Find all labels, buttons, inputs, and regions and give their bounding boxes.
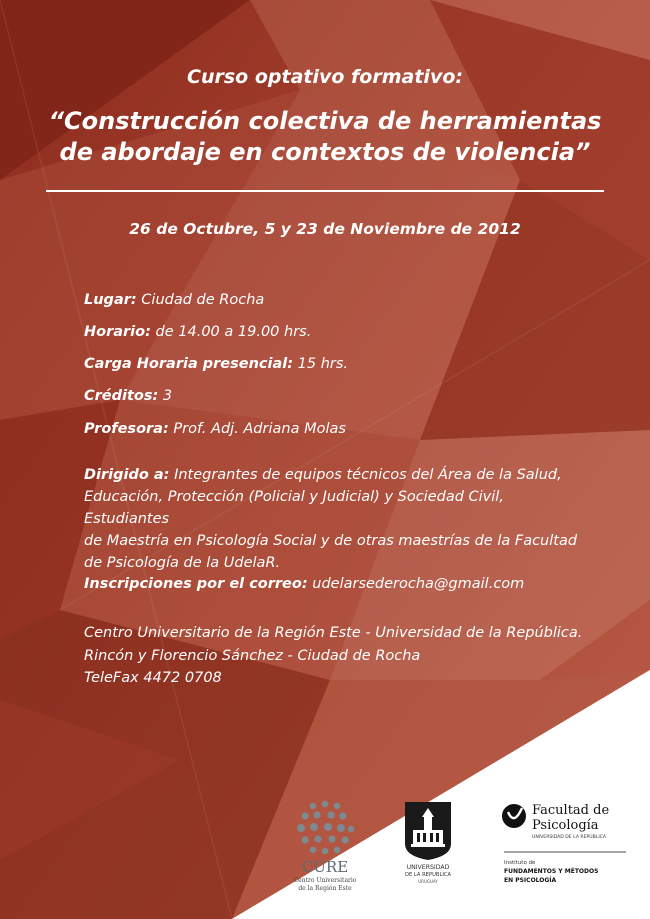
title-divider <box>46 190 604 192</box>
contact-line-1: Centro Universitario de la Región Este - Universidad de la República. <box>84 625 583 641</box>
detail-value: 15 hrs. <box>297 356 349 372</box>
detail-label: Créditos: <box>84 388 159 404</box>
course-title <box>30 106 620 168</box>
facpsi-sub: UNIVERSIDAD DE LA REPÚBLICA <box>532 835 607 840</box>
inscripciones-email[interactable]: udelarsederocha@gmail.com <box>312 576 525 592</box>
contact-line-2: Rincón y Florencio Sánchez - Ciudad de Rocha <box>84 647 421 664</box>
facpsi-name-1: Facultad de <box>532 803 610 818</box>
detail-carga-horaria <box>84 356 624 372</box>
detail-label: Horario: <box>84 324 151 340</box>
detail-lugar <box>84 292 624 308</box>
dirigido-line-1: Integrantes de equipos técnicos del Área de la Salud, <box>174 467 562 483</box>
course-title-line-2: de abordaje en contextos de violencia” <box>59 138 591 166</box>
cure-logo-sub-1: Centro Universitario <box>293 877 357 884</box>
detail-label: Carga Horaria presencial: <box>84 356 294 372</box>
course-title-line-1: “Construcción colectiva de herramientas <box>48 107 602 135</box>
udelar-logo <box>395 800 461 884</box>
detail-label: Lugar: <box>84 292 137 308</box>
cure-logo-sub-2: de la Región Este <box>298 885 352 892</box>
dirigido-block <box>84 464 584 574</box>
detail-value: 3 <box>162 388 173 404</box>
udelar-logo-line-2: DE LA REPUBLICA <box>404 872 452 878</box>
detail-profesora <box>84 421 624 437</box>
inscripciones <box>84 576 624 592</box>
detail-value: Ciudad de Rocha <box>141 292 265 308</box>
facpsi-name-2: Psicología <box>532 818 599 833</box>
udelar-logo-line-3: URUGUAY <box>418 879 438 884</box>
udelar-logo-line-1: UNIVERSIDAD <box>406 864 450 871</box>
detail-creditos <box>84 388 624 404</box>
contact-block <box>84 622 624 690</box>
contact-line-3: TeleFax 4472 0708 <box>84 670 222 686</box>
dirigido-label: Dirigido a: <box>84 467 170 483</box>
facpsi-inst-3: EN PSICOLOGÍA <box>504 877 557 884</box>
detail-horario <box>84 324 624 340</box>
course-subtitle: Curso optativo formativo: <box>187 66 463 88</box>
dirigido-line-4: de Psicología de la UdelaR. <box>84 555 281 571</box>
facultad-psicologia-logo <box>500 800 630 892</box>
detail-label: Profesora: <box>84 421 169 437</box>
inscripciones-label: Inscripciones por el correo: <box>84 576 308 592</box>
detail-value: Prof. Adj. Adriana Molas <box>173 421 346 437</box>
dirigido-line-3: de Maestría en Psicología Social y de otras maestrías de la Facultad <box>84 533 578 549</box>
facpsi-inst-1: Instituto de <box>504 860 536 866</box>
cure-logo <box>285 798 365 894</box>
cure-logo-name: CURE <box>301 858 349 876</box>
facpsi-inst-2: FUNDAMENTOS Y MÉTODOS <box>504 868 599 875</box>
course-dates: 26 de Octubre, 5 y 23 de Noviembre de 2012 <box>129 220 521 238</box>
detail-value: de 14.00 a 19.00 hrs. <box>155 324 312 340</box>
dirigido-line-2: Educación, Protección (Policial y Judicial) y Sociedad Civil, Estudiantes <box>84 489 504 527</box>
